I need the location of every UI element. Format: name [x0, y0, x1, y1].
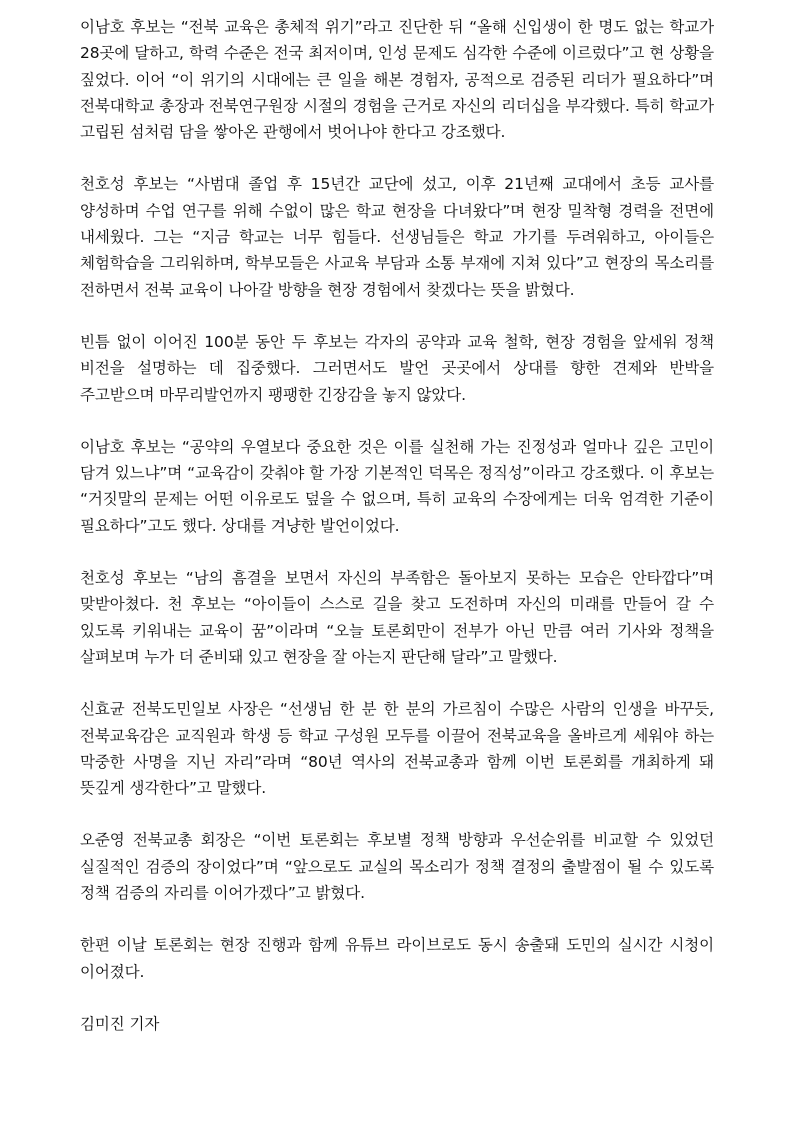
article-paragraph: 천호성 후보는 “사범대 졸업 후 15년간 교단에 섰고, 이후 21년째 교대에서 초등 교사를 양성하며 수업 연구를 위해 수없이 많은 학교 현장을 다녀왔다”며 현장 밀착형 경력을 전면에 내세웠다. 그는 “지금 학교는 너무 힘들다. 선생님들은 학교 가기를 두려워하고, 아이들은 체험학습을 그리워하며, 학부모들은 사교육 부담과 소통 부재에 지쳐 있다”고 현장의 목소리를 전하면서 전북 교육이 나아갈 방향을 현장 경험에서 찾겠다는 뜻을 밝혔다.: [80, 175, 714, 299]
article-paragraph: 이남호 후보는 “공약의 우열보다 중요한 것은 이를 실천해 가는 진정성과 얼마나 깊은 고민이 담겨 있느냐”며 “교육감이 갖춰야 할 가장 기본적인 덕목은 정직성”이라고 강조했다. 이 후보는 “거짓말의 문제는 어떤 이유로도 덮을 수 없으며, 특히 교육의 수장에게는 더욱 엄격한 기준이 필요하다”고도 했다. 상대를 겨냥한 발언이었다.: [80, 437, 714, 535]
article-paragraph: 천호성 후보는 “남의 흠결을 보면서 자신의 부족함은 돌아보지 못하는 모습은 안타깝다”며 맞받아쳤다. 천 후보는 “아이들이 스스로 길을 찾고 도전하며 자신의 미래를 만들어 갈 수 있도록 키워내는 교육이 꿈”이라며 “오늘 토론회만이 전부가 아닌 만큼 여러 기사와 정책을 살펴보며 누가 더 준비돼 있고 현장을 잘 아는지 판단해 달라”고 말했다.: [80, 569, 714, 666]
article-paragraph: 이남호 후보는 “전북 교육은 총체적 위기”라고 진단한 뒤 “올해 신입생이 한 명도 없는 학교가 28곳에 달하고, 학력 수준은 전국 최저이며, 인성 문제도 심각한 수준에 이르렀다”고 현 상황을 짚었다. 이어 “이 위기의 시대에는 큰 일을 해본 경험자, 공적으로 검증된 리더가 필요하다”며 전북대학교 총장과 전북연구원장 시절의 경험을 근거로 자신의 리더십을 부각했다. 특히 학교가 고립된 섬처럼 담을 쌓아온 관행에서 벗어나야 한다고 강조했다.: [80, 18, 714, 142]
article-paragraph: 한편 이날 토론회는 현장 진행과 함께 유튜브 라이브로도 동시 송출돼 도민의 실시간 시청이 이어졌다.: [80, 936, 714, 981]
article-body: [80, 14, 714, 1037]
article-paragraph: 오준영 전북교총 회장은 “이번 토론회는 후보별 정책 방향과 우선순위를 비교할 수 있었던 실질적인 검증의 장이었다”며 “앞으로도 교실의 목소리가 정책 결정의 출발점이 될 수 있도록 정책 검증의 자리를 이어가겠다”고 밝혔다.: [80, 831, 714, 903]
article-byline: 김미진 기자: [80, 1014, 160, 1033]
article-paragraph: 빈틈 없이 이어진 100분 동안 두 후보는 각자의 공약과 교육 철학, 현장 경험을 앞세워 정책 비전을 설명하는 데 집중했다. 그러면서도 발언 곳곳에서 상대를 향한 견제와 반박을 주고받으며 마무리발언까지 팽팽한 긴장감을 놓지 않았다.: [80, 332, 714, 404]
article-paragraph: 신효균 전북도민일보 사장은 “선생님 한 분 한 분의 가르침이 수많은 사람의 인생을 바꾸듯, 전북교육감은 교직원과 학생 등 학교 구성원 모두를 이끌어 전북교육을 올바르게 세워야 하는 막중한 사명을 지닌 자리”라며 “80년 역사의 전북교총과 함께 이번 토론회를 개최하게 돼 뜻깊게 생각한다”고 말했다.: [80, 700, 714, 798]
